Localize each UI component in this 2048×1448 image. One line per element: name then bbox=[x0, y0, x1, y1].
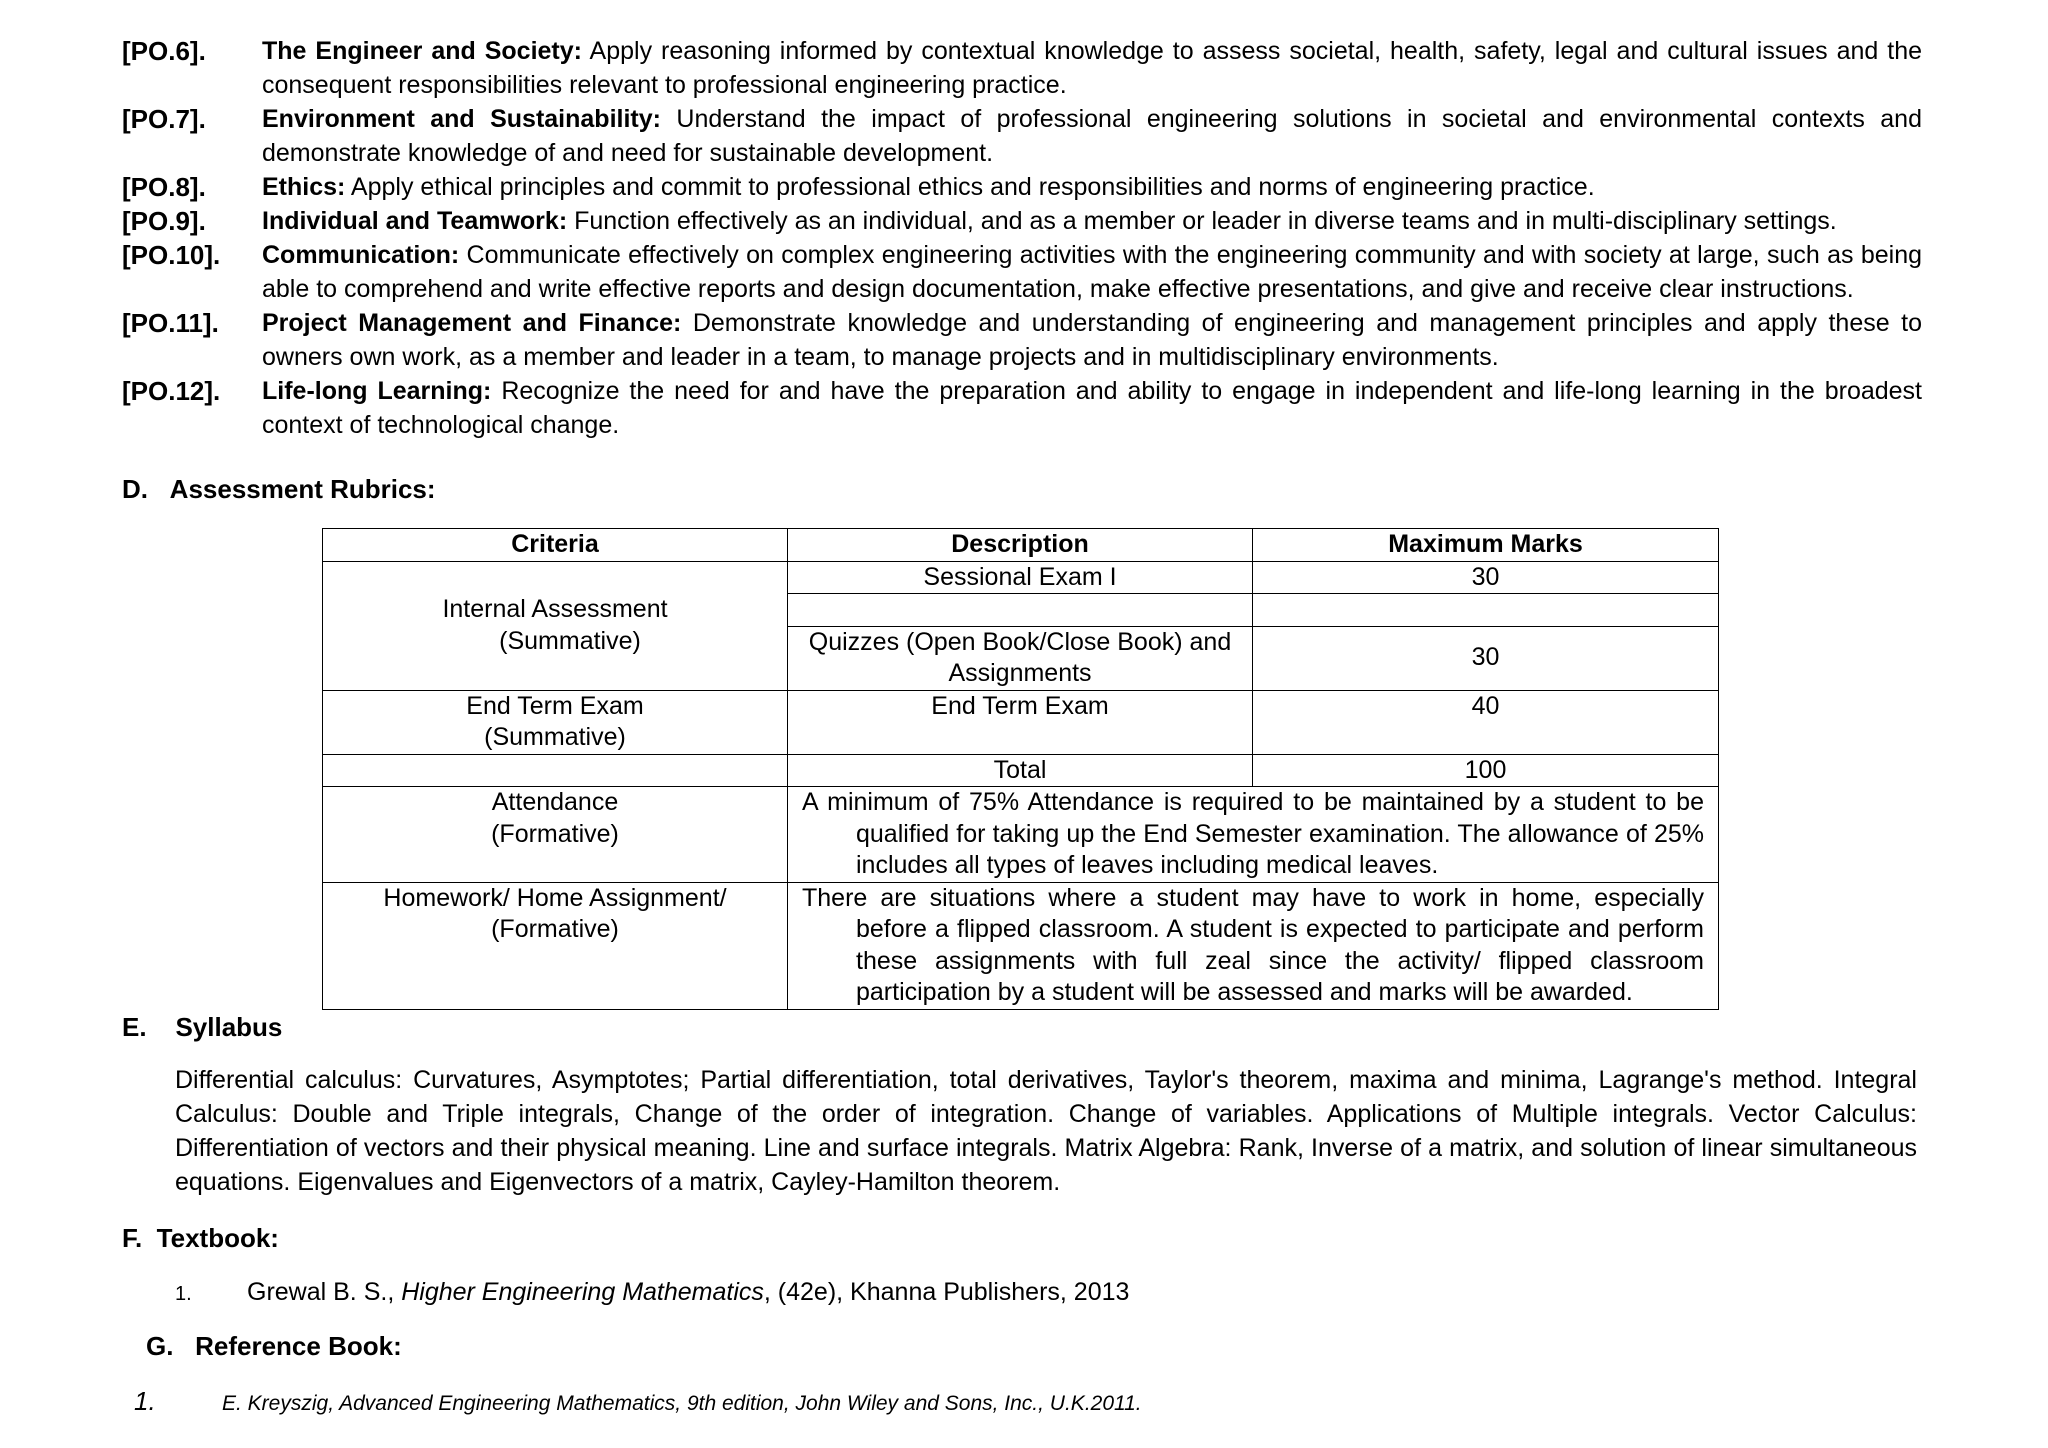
criteria-line: (Formative) bbox=[491, 819, 619, 848]
sessional-exam-marks: 30 bbox=[1253, 561, 1719, 594]
attendance-text: A minimum of 75% Attendance is required to be maintained by a student to be qualified for taking up the End Semester examination. The allowance of 25% includes all types of leaves including medical leaves. bbox=[802, 788, 1704, 879]
table-header-row bbox=[323, 529, 1719, 562]
po-code: [PO.11]. bbox=[122, 308, 219, 338]
po-item-11 bbox=[122, 306, 1922, 374]
table-row bbox=[323, 561, 1719, 594]
po-text: Function effectively as an individual, and as a member or leader in diverse teams and in multi-disciplinary settings. bbox=[567, 207, 1837, 235]
homework-criteria bbox=[323, 882, 788, 1009]
po-description bbox=[262, 238, 1922, 306]
textbook-item-number: 1. bbox=[175, 1283, 192, 1305]
textbook-title: Higher Engineering Mathematics bbox=[401, 1278, 764, 1306]
empty-marks-cell bbox=[1253, 594, 1719, 627]
po-item-8 bbox=[122, 170, 1922, 204]
po-description bbox=[262, 34, 1922, 102]
end-term-description: End Term Exam bbox=[788, 690, 1253, 754]
section-f-heading: F. Textbook: bbox=[122, 1223, 279, 1253]
textbook-details: , (42e), Khanna Publishers, 2013 bbox=[763, 1278, 1130, 1306]
criteria-line: Internal Assessment bbox=[442, 595, 668, 623]
attendance-criteria bbox=[323, 787, 788, 883]
table-row bbox=[323, 690, 1719, 754]
po-item-10 bbox=[122, 238, 1922, 306]
po-text: Apply reasoning informed by contextual knowledge to assess societal, health, safety, legal and cultural issues and the consequent responsibilities relevant to professional engineering practice. bbox=[262, 37, 1923, 99]
attendance-description bbox=[788, 787, 1719, 883]
po-text: Recognize the need for and have the preparation and ability to engage in independent and life-long learning in the broadest context of technological change. bbox=[262, 377, 1923, 439]
section-g-heading: G. Reference Book: bbox=[146, 1331, 402, 1361]
criteria-line: End Term Exam bbox=[466, 691, 644, 720]
reference-book-item bbox=[134, 1384, 1142, 1421]
table-row bbox=[323, 754, 1719, 787]
po-title: Life-long Learning: bbox=[262, 377, 492, 405]
textbook-item bbox=[175, 1275, 1129, 1311]
po-title: The Engineer and Society: bbox=[262, 37, 582, 65]
quizzes-description: Quizzes (Open Book/Close Book) and Assignments bbox=[788, 626, 1253, 690]
po-code: [PO.6]. bbox=[122, 36, 206, 66]
textbook-author: Grewal B. S., bbox=[247, 1278, 402, 1306]
po-code: [PO.8]. bbox=[122, 172, 206, 202]
po-title: Project Management and Finance: bbox=[262, 309, 682, 337]
sessional-exam-description: Sessional Exam I bbox=[788, 561, 1253, 594]
po-item-6 bbox=[122, 34, 1922, 102]
total-marks: 100 bbox=[1253, 754, 1719, 787]
criteria-line: (Formative) bbox=[491, 915, 619, 943]
po-item-9 bbox=[122, 204, 1922, 238]
po-code: [PO.10]. bbox=[122, 240, 221, 270]
po-title: Communication: bbox=[262, 241, 460, 269]
homework-description bbox=[788, 882, 1719, 1009]
po-item-7 bbox=[122, 102, 1922, 170]
section-e-heading: E. Syllabus bbox=[122, 1012, 283, 1042]
total-description: Total bbox=[788, 754, 1253, 787]
criteria-line: (Summative) bbox=[499, 626, 641, 655]
description-header: Description bbox=[788, 529, 1253, 562]
po-text: Understand the impact of professional engineering solutions in societal and environmental contexts and demonstrate knowledge of and need for sustainable development. bbox=[262, 105, 1922, 167]
quizzes-marks: 30 bbox=[1253, 626, 1719, 690]
po-text: Communicate effectively on complex engineering activities with the engineering community and with society at large, such as being able to comprehend and write effective reports and design documentation, make effective presentations, and give and receive clear instructions. bbox=[262, 241, 1922, 303]
marks-header: Maximum Marks bbox=[1253, 529, 1719, 562]
program-outcomes-list bbox=[122, 34, 1922, 442]
po-description bbox=[262, 102, 1922, 170]
po-title: Individual and Teamwork: bbox=[262, 207, 568, 235]
criteria-line: Attendance bbox=[491, 788, 619, 816]
empty-description-cell bbox=[788, 594, 1253, 627]
po-code: [PO.9]. bbox=[122, 206, 206, 236]
po-code: [PO.12]. bbox=[122, 376, 221, 406]
empty-criteria-cell bbox=[323, 754, 788, 787]
syllabus-text: Differential calculus: Curvatures, Asymptotes; Partial differentiation, total derivatives, Taylor's theorem, maxima and minima, Lagrange's method. Integral Calculus: Double and Triple integrals, Change of the order of integration. Change of variables. Applications of Multiple integrals. Vector Calculus: Differentiation of vectors and their physical meaning. Line and surface integrals. Matrix Algebra: Rank, Inverse of a matrix, and solution of linear simultaneous equations. Eigenvalues and Eigenvectors of a matrix, Cayley-Hamilton theorem. bbox=[175, 1066, 1917, 1196]
po-description bbox=[262, 204, 1922, 238]
po-description bbox=[262, 170, 1922, 204]
po-code: [PO.7]. bbox=[122, 104, 206, 134]
end-term-criteria bbox=[323, 690, 788, 754]
end-term-marks: 40 bbox=[1253, 690, 1719, 754]
table-row bbox=[323, 787, 1719, 883]
criteria-line: Homework/ Home Assignment/ bbox=[383, 883, 727, 912]
table-row bbox=[323, 882, 1719, 1009]
criteria-line: (Summative) bbox=[484, 723, 626, 751]
po-text: Apply ethical principles and commit to professional ethics and responsibilities and norms of engineering practice. bbox=[345, 173, 1595, 201]
internal-assessment-criteria bbox=[323, 561, 788, 690]
reference-item-text: E. Kreyszig, Advanced Engineering Mathematics, 9th edition, John Wiley and Sons, Inc., U.K.2011. bbox=[222, 1392, 1142, 1415]
assessment-rubrics-table bbox=[322, 528, 1719, 1010]
po-item-12 bbox=[122, 374, 1922, 442]
po-title: Environment and Sustainability: bbox=[262, 105, 661, 133]
po-description bbox=[262, 306, 1922, 374]
po-description bbox=[262, 374, 1922, 442]
criteria-header: Criteria bbox=[323, 529, 788, 562]
homework-text: There are situations where a student may have to work in home, especially before a flipped classroom. A student is expected to participate and perform these assignments with full zeal since the activity/ flipped classroom participation by a student will be assessed and marks will be awarded. bbox=[802, 883, 1704, 1006]
po-text: Demonstrate knowledge and understanding of engineering and management principles and apply these to owners own work, as a member and leader in a team, to manage projects and in multidisciplinary environments. bbox=[262, 309, 1922, 371]
reference-item-number: 1. bbox=[134, 1386, 156, 1416]
po-title: Ethics: bbox=[262, 173, 346, 201]
section-d-heading: D. Assessment Rubrics: bbox=[122, 474, 436, 504]
